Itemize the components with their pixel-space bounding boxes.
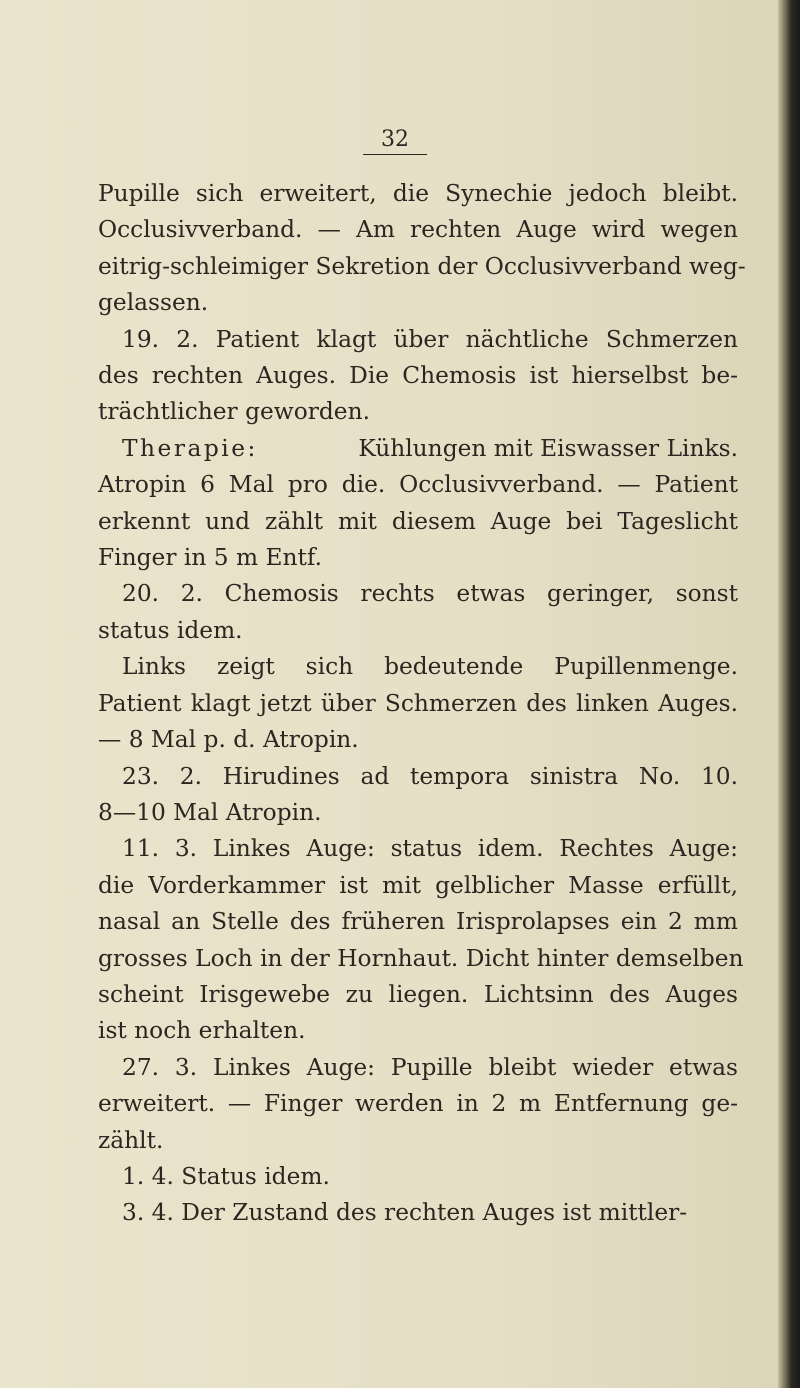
text-line: Finger in 5 m Entf. — [98, 544, 323, 572]
text-line: gelassen. — [98, 289, 209, 317]
body-text — [98, 176, 746, 1232]
text-line: 8—10 Mal Atropin. — [98, 798, 322, 826]
therapy-label: Therapie: — [122, 434, 258, 462]
text-line: Pupille sich erweitert, die Synechie jedoch bleibt. — [98, 180, 738, 207]
text-line — [98, 431, 738, 467]
text-line: trächtlicher geworden. — [98, 398, 370, 426]
text-line: 1. 4. Status idem. — [122, 1162, 330, 1190]
therapy-text: Kühlungen mit Eiswasser Links. — [358, 434, 738, 462]
text-line: erweitert. — Finger werden in 2 m Entfernung ge- — [98, 1090, 738, 1118]
text-line: 27. 3. Linkes Auge: Pupille bleibt wieder etwas — [122, 1053, 738, 1081]
text-line: Occlusivverband. — Am rechten Auge wird wegen — [98, 216, 738, 244]
text-line: zählt. — [98, 1126, 164, 1154]
text-line: eitrig-schleimiger Sekretion der Occlusivverband weg- — [98, 252, 746, 280]
text-line: 3. 4. Der Zustand des rechten Auges ist mittler- — [122, 1199, 688, 1227]
text-line: 23. 2. Hirudines ad tempora sinistra No. 10. — [122, 762, 738, 790]
text-line: erkennt und zählt mit diesem Auge bei Tageslicht — [98, 507, 738, 535]
text-line: Links zeigt sich bedeutende Pupillenmenge. — [122, 653, 738, 681]
text-line: — 8 Mal p. d. Atropin. — [98, 726, 359, 754]
text-line: die Vorderkammer ist mit gelblicher Masse erfüllt, — [98, 871, 738, 899]
text-line: status idem. — [98, 616, 243, 644]
text-line: grosses Loch in der Hornhaut. Dicht hinter demselben — [98, 944, 744, 972]
text-line: 11. 3. Linkes Auge: status idem. Rechtes Auge: — [122, 835, 738, 863]
text-line: ist noch erhalten. — [98, 1017, 306, 1045]
text-line: 19. 2. Patient klagt über nächtliche Schmerzen — [122, 325, 738, 353]
text-line: nasal an Stelle des früheren Irisprolapses ein 2 mm — [98, 908, 738, 936]
text-line: des rechten Auges. Die Chemosis ist hierselbst be- — [98, 362, 738, 390]
text-line: Patient klagt jetzt über Schmerzen des linken Auges. — [98, 689, 738, 717]
text-line: Atropin 6 Mal pro die. Occlusivverband. — Patient — [98, 471, 738, 499]
text-line: 20. 2. Chemosis rechts etwas geringer, sonst — [122, 580, 738, 608]
page-number: 32 — [363, 128, 427, 155]
text-line: scheint Irisgewebe zu liegen. Lichtsinn des Auges — [98, 980, 738, 1008]
page-edge-shadow — [778, 0, 800, 1388]
